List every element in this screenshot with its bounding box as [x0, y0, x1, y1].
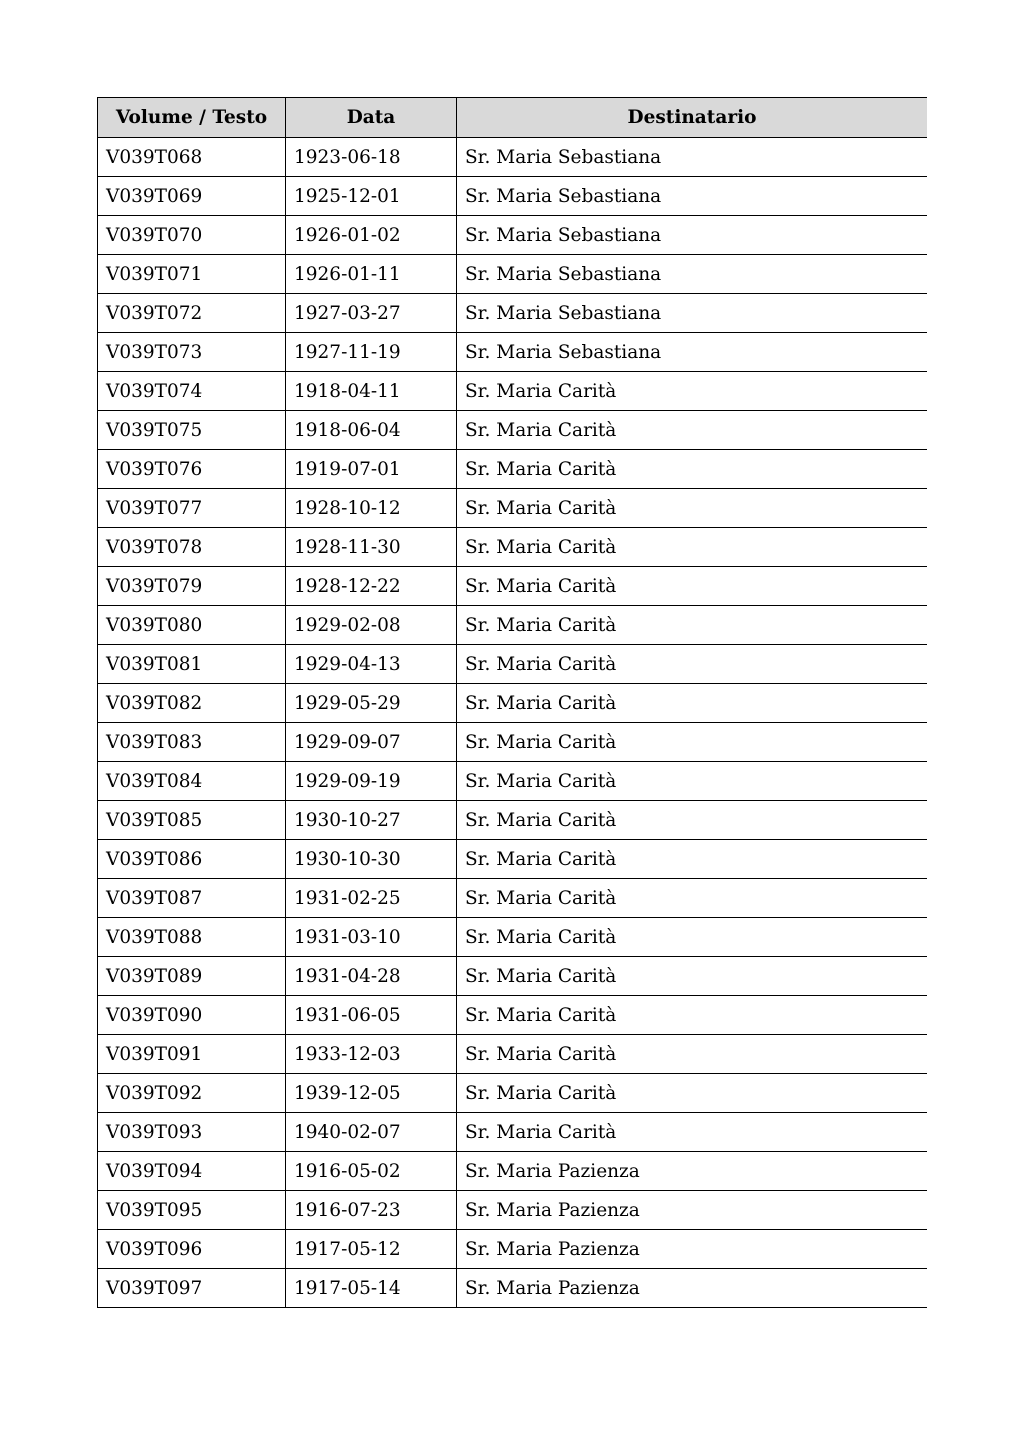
cell-destinatario: Sr. Maria Carità: [457, 723, 928, 762]
cell-destinatario: Sr. Maria Carità: [457, 567, 928, 606]
cell-data: 1928-11-30: [286, 528, 457, 567]
cell-data: 1930-10-30: [286, 840, 457, 879]
cell-data: 1931-03-10: [286, 918, 457, 957]
table-row: [98, 1035, 928, 1074]
cell-destinatario: Sr. Maria Carità: [457, 411, 928, 450]
cell-volume-testo: V039T078: [98, 528, 286, 567]
cell-destinatario: Sr. Maria Carità: [457, 606, 928, 645]
cell-data: 1940-02-07: [286, 1113, 457, 1152]
cell-destinatario: Sr. Maria Carità: [457, 879, 928, 918]
cell-destinatario: Sr. Maria Carità: [457, 645, 928, 684]
table-row: [98, 879, 928, 918]
cell-data: 1926-01-11: [286, 255, 457, 294]
cell-volume-testo: V039T079: [98, 567, 286, 606]
cell-destinatario: Sr. Maria Carità: [457, 528, 928, 567]
cell-volume-testo: V039T091: [98, 1035, 286, 1074]
table-row: [98, 216, 928, 255]
table-row: [98, 528, 928, 567]
cell-data: 1929-05-29: [286, 684, 457, 723]
cell-volume-testo: V039T070: [98, 216, 286, 255]
cell-volume-testo: V039T089: [98, 957, 286, 996]
cell-data: 1930-10-27: [286, 801, 457, 840]
cell-destinatario: Sr. Maria Sebastiana: [457, 294, 928, 333]
cell-destinatario: Sr. Maria Pazienza: [457, 1269, 928, 1308]
table-row: [98, 1113, 928, 1152]
cell-data: 1927-03-27: [286, 294, 457, 333]
cell-data: 1919-07-01: [286, 450, 457, 489]
cell-volume-testo: V039T088: [98, 918, 286, 957]
table-row: [98, 411, 928, 450]
cell-destinatario: Sr. Maria Sebastiana: [457, 255, 928, 294]
cell-volume-testo: V039T087: [98, 879, 286, 918]
cell-volume-testo: V039T093: [98, 1113, 286, 1152]
cell-volume-testo: V039T086: [98, 840, 286, 879]
column-header-data: Data: [286, 98, 457, 138]
column-header-volume-testo: Volume / Testo: [98, 98, 286, 138]
cell-destinatario: Sr. Maria Carità: [457, 489, 928, 528]
cell-data: 1931-04-28: [286, 957, 457, 996]
cell-volume-testo: V039T095: [98, 1191, 286, 1230]
cell-destinatario: Sr. Maria Sebastiana: [457, 333, 928, 372]
table-row: [98, 801, 928, 840]
cell-volume-testo: V039T076: [98, 450, 286, 489]
table-row: [98, 177, 928, 216]
table-body: [98, 138, 928, 1308]
table-row: [98, 567, 928, 606]
cell-data: 1931-06-05: [286, 996, 457, 1035]
cell-destinatario: Sr. Maria Carità: [457, 372, 928, 411]
table-header: [98, 98, 928, 138]
cell-volume-testo: V039T081: [98, 645, 286, 684]
table-row: [98, 1074, 928, 1113]
cell-volume-testo: V039T073: [98, 333, 286, 372]
cell-data: 1928-10-12: [286, 489, 457, 528]
cell-volume-testo: V039T077: [98, 489, 286, 528]
table-row: [98, 606, 928, 645]
table-row: [98, 957, 928, 996]
cell-data: 1929-04-13: [286, 645, 457, 684]
cell-data: 1928-12-22: [286, 567, 457, 606]
cell-data: 1923-06-18: [286, 138, 457, 177]
cell-destinatario: Sr. Maria Carità: [457, 957, 928, 996]
cell-destinatario: Sr. Maria Carità: [457, 996, 928, 1035]
table-row: [98, 450, 928, 489]
column-header-destinatario: Destinatario: [457, 98, 928, 138]
cell-destinatario: Sr. Maria Pazienza: [457, 1152, 928, 1191]
table-row: [98, 918, 928, 957]
cell-destinatario: Sr. Maria Carità: [457, 1074, 928, 1113]
table-row: [98, 138, 928, 177]
cell-destinatario: Sr. Maria Pazienza: [457, 1191, 928, 1230]
table-row: [98, 1191, 928, 1230]
cell-volume-testo: V039T092: [98, 1074, 286, 1113]
table-row: [98, 489, 928, 528]
cell-destinatario: Sr. Maria Carità: [457, 762, 928, 801]
cell-volume-testo: V039T083: [98, 723, 286, 762]
cell-data: 1917-05-12: [286, 1230, 457, 1269]
cell-destinatario: Sr. Maria Carità: [457, 840, 928, 879]
cell-data: 1916-05-02: [286, 1152, 457, 1191]
table-header-row: [98, 98, 928, 138]
cell-destinatario: Sr. Maria Sebastiana: [457, 177, 928, 216]
table-row: [98, 333, 928, 372]
cell-volume-testo: V039T096: [98, 1230, 286, 1269]
cell-volume-testo: V039T097: [98, 1269, 286, 1308]
cell-destinatario: Sr. Maria Carità: [457, 918, 928, 957]
table-row: [98, 372, 928, 411]
letters-table: [97, 97, 927, 1308]
letters-table-container: [97, 97, 927, 1312]
cell-data: 1926-01-02: [286, 216, 457, 255]
table-row: [98, 255, 928, 294]
cell-volume-testo: V039T094: [98, 1152, 286, 1191]
cell-volume-testo: V039T090: [98, 996, 286, 1035]
cell-destinatario: Sr. Maria Carità: [457, 684, 928, 723]
cell-data: 1939-12-05: [286, 1074, 457, 1113]
cell-destinatario: Sr. Maria Carità: [457, 801, 928, 840]
cell-data: 1929-02-08: [286, 606, 457, 645]
cell-volume-testo: V039T075: [98, 411, 286, 450]
table-row: [98, 645, 928, 684]
cell-data: 1917-05-14: [286, 1269, 457, 1308]
table-row: [98, 1152, 928, 1191]
cell-data: 1929-09-19: [286, 762, 457, 801]
table-row: [98, 684, 928, 723]
cell-data: 1927-11-19: [286, 333, 457, 372]
cell-volume-testo: V039T071: [98, 255, 286, 294]
cell-data: 1916-07-23: [286, 1191, 457, 1230]
cell-volume-testo: V039T069: [98, 177, 286, 216]
cell-destinatario: Sr. Maria Carità: [457, 1113, 928, 1152]
cell-destinatario: Sr. Maria Carità: [457, 450, 928, 489]
cell-destinatario: Sr. Maria Carità: [457, 1035, 928, 1074]
cell-destinatario: Sr. Maria Sebastiana: [457, 216, 928, 255]
table-row: [98, 1230, 928, 1269]
cell-data: 1918-04-11: [286, 372, 457, 411]
table-row: [98, 762, 928, 801]
table-row: [98, 840, 928, 879]
table-row: [98, 1269, 928, 1308]
cell-data: 1925-12-01: [286, 177, 457, 216]
cell-data: 1929-09-07: [286, 723, 457, 762]
cell-volume-testo: V039T068: [98, 138, 286, 177]
cell-destinatario: Sr. Maria Pazienza: [457, 1230, 928, 1269]
cell-data: 1931-02-25: [286, 879, 457, 918]
cell-destinatario: Sr. Maria Sebastiana: [457, 138, 928, 177]
cell-volume-testo: V039T074: [98, 372, 286, 411]
cell-data: 1933-12-03: [286, 1035, 457, 1074]
cell-volume-testo: V039T082: [98, 684, 286, 723]
cell-volume-testo: V039T080: [98, 606, 286, 645]
cell-volume-testo: V039T085: [98, 801, 286, 840]
cell-data: 1918-06-04: [286, 411, 457, 450]
table-row: [98, 723, 928, 762]
table-row: [98, 996, 928, 1035]
table-row: [98, 294, 928, 333]
cell-volume-testo: V039T084: [98, 762, 286, 801]
cell-volume-testo: V039T072: [98, 294, 286, 333]
